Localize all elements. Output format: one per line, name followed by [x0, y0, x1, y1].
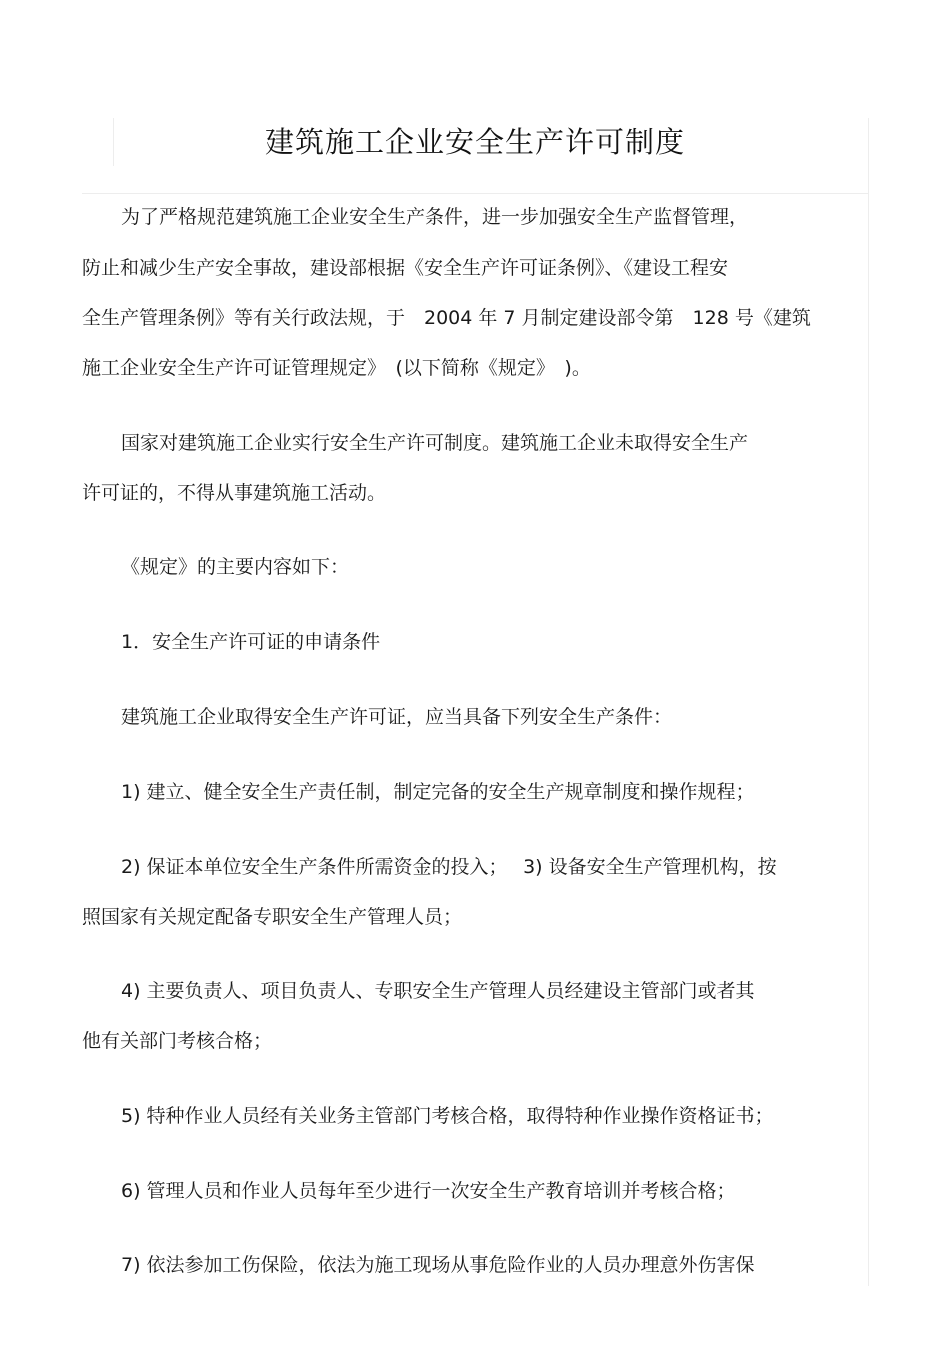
condition-2-3: 2) 保证本单位安全生产条件所需资金的投入； 3) 设备安全生产管理机构，按: [121, 856, 777, 878]
body-line-7: 《规定》的主要内容如下：: [121, 556, 350, 578]
body-line-4: 施工企业安全生产许可证管理规定》 (以下简称《规定》 )。: [82, 357, 591, 379]
condition-6: 6) 管理人员和作业人员每年至少进行一次安全生产教育培训并考核合格；: [121, 1180, 736, 1202]
condition-7: 7) 依法参加工伤保险，依法为施工现场从事危险作业的人员办理意外伤害保: [121, 1254, 755, 1276]
condition-5: 5) 特种作业人员经有关业务主管部门考核合格，取得特种作业操作资格证书；: [121, 1105, 774, 1127]
section-heading: 1．安全生产许可证的申请条件: [121, 631, 381, 653]
body-line-3: 全生产管理条例》等有关行政法规，于 2004 年 7 月制定建设部令第 128 号《建筑: [82, 307, 811, 329]
margin-rule-right: [868, 118, 869, 1286]
header-rule: [82, 193, 869, 194]
document-title: 建筑施工企业安全生产许可制度: [264, 125, 685, 159]
body-line-2: 防止和减少生产安全事故，建设部根据《安全生产许可证条例》、《建设工程安: [82, 257, 729, 279]
condition-3-cont: 照国家有关规定配备专职安全生产管理人员；: [82, 906, 463, 928]
condition-1: 1) 建立、健全安全生产责任制，制定完备的安全生产规章制度和操作规程；: [121, 781, 755, 803]
condition-4-cont: 他有关部门考核合格；: [82, 1030, 273, 1052]
body-line-6: 许可证的，不得从事建筑施工活动。: [82, 482, 387, 504]
body-line-5: 国家对建筑施工企业实行安全生产许可制度。建筑施工企业未取得安全生产: [121, 432, 749, 454]
body-line-1: 为了严格规范建筑施工企业安全生产条件，进一步加强安全生产监督管理，: [121, 206, 749, 228]
condition-4: 4) 主要负责人、项目负责人、专职安全生产管理人员经建设主管部门或者其: [121, 980, 755, 1002]
body-line-9: 建筑施工企业取得安全生产许可证，应当具备下列安全生产条件：: [121, 706, 673, 728]
